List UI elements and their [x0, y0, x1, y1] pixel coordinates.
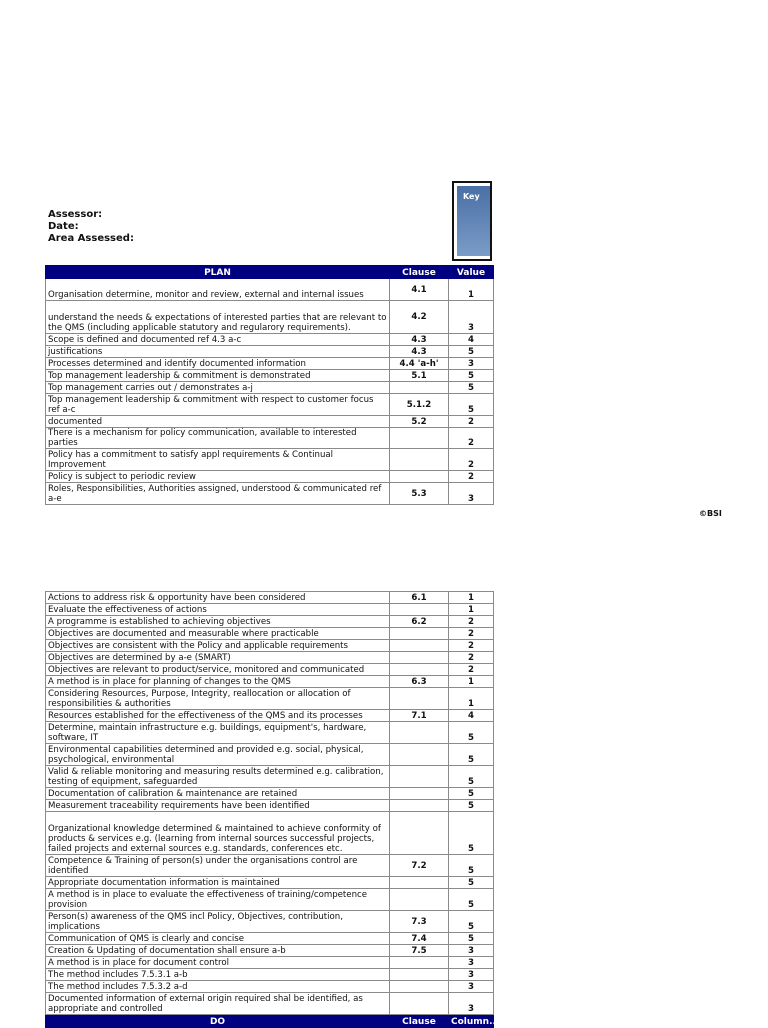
clause-cell: 5.1	[390, 370, 449, 382]
clause-cell: 4.2	[390, 301, 449, 334]
table-row	[46, 394, 494, 416]
table-row	[46, 616, 494, 628]
value-cell: 3	[449, 301, 494, 334]
clause-cell	[390, 993, 449, 1015]
value-cell: 5	[449, 812, 494, 855]
value-cell: 5	[449, 744, 494, 766]
requirement-cell: A method is in place for planning of changes to the QMS	[46, 676, 390, 688]
value-cell: 2	[449, 449, 494, 471]
table-row	[46, 788, 494, 800]
requirement-cell: Considering Resources, Purpose, Integrity, reallocation or allocation of responsibilities & authorities	[46, 688, 390, 710]
requirement-cell: Processes determined and identify documented information	[46, 358, 390, 370]
table-row	[46, 855, 494, 877]
clause-cell: 5.1.2	[390, 394, 449, 416]
plan-header-row	[46, 266, 494, 279]
table-row	[46, 969, 494, 981]
value-cell: 2	[449, 664, 494, 676]
clause-cell: 6.3	[390, 676, 449, 688]
table-row	[46, 812, 494, 855]
plan-header: PLAN	[46, 266, 390, 279]
clause-cell	[390, 744, 449, 766]
clause-cell	[390, 604, 449, 616]
assessor-label: Assessor:	[48, 209, 103, 220]
requirement-cell: Scope is defined and documented ref 4.3 a-c	[46, 334, 390, 346]
table-row	[46, 370, 494, 382]
clause-cell	[390, 788, 449, 800]
value-cell: 1	[449, 592, 494, 604]
do-header: DO	[46, 1015, 390, 1028]
value-cell: 5	[449, 933, 494, 945]
table-row	[46, 676, 494, 688]
value-cell: 3	[449, 993, 494, 1015]
clause-cell	[390, 812, 449, 855]
value-cell: 2	[449, 416, 494, 428]
value-cell: 5	[449, 722, 494, 744]
table-row	[46, 933, 494, 945]
value-cell: 3	[449, 957, 494, 969]
clause-cell	[390, 877, 449, 889]
clause-cell	[390, 889, 449, 911]
requirement-cell: The method includes 7.5.3.1 a-b	[46, 969, 390, 981]
requirement-cell: Actions to address risk & opportunity have been considered	[46, 592, 390, 604]
value-cell: 3	[449, 945, 494, 957]
value-cell: 1	[449, 688, 494, 710]
table-row	[46, 483, 494, 505]
value-cell: 5	[449, 382, 494, 394]
value-cell: 5	[449, 911, 494, 933]
table-row	[46, 800, 494, 812]
clause-cell	[390, 664, 449, 676]
table-row	[46, 766, 494, 788]
table-row	[46, 688, 494, 710]
requirement-cell: Competence & Training of person(s) under the organisations control are identified	[46, 855, 390, 877]
requirement-cell: Appropriate documentation information is maintained	[46, 877, 390, 889]
clause-header: Clause	[390, 1015, 449, 1028]
clause-cell: 4.1	[390, 279, 449, 301]
table-row	[46, 652, 494, 664]
clause-cell	[390, 449, 449, 471]
value-cell: 2	[449, 640, 494, 652]
value-cell: 3	[449, 358, 494, 370]
clause-cell	[390, 471, 449, 483]
requirement-cell: Organizational knowledge determined & maintained to achieve conformity of products & services e.g. (learning from internal sources successful projects, failed projects and external sources e.g. standards, conferences etc.	[46, 812, 390, 855]
table-row	[46, 722, 494, 744]
requirement-cell: Creation & Updating of documentation shall ensure a-b	[46, 945, 390, 957]
value-cell: 5	[449, 788, 494, 800]
requirement-cell: Roles, Responsibilities, Authorities assigned, understood & communicated ref a-e	[46, 483, 390, 505]
clause-cell: 7.1	[390, 710, 449, 722]
clause-cell	[390, 428, 449, 449]
table-row	[46, 877, 494, 889]
table-row	[46, 279, 494, 301]
table-row	[46, 911, 494, 933]
clause-cell: 5.3	[390, 483, 449, 505]
clause-cell: 6.2	[390, 616, 449, 628]
value-cell: 1	[449, 604, 494, 616]
requirement-cell: Objectives are relevant to product/service, monitored and communicated	[46, 664, 390, 676]
clause-cell: 6.1	[390, 592, 449, 604]
requirement-cell: Top management leadership & commitment is demonstrated	[46, 370, 390, 382]
requirement-cell: Policy has a commitment to satisfy appl requirements & Continual Improvement	[46, 449, 390, 471]
clause-header: Clause	[390, 266, 449, 279]
table-row	[46, 428, 494, 449]
requirement-cell: Objectives are documented and measurable where practicable	[46, 628, 390, 640]
plan-table	[45, 265, 494, 505]
requirement-cell: The method includes 7.5.3.2 a-d	[46, 981, 390, 993]
clause-cell: 7.3	[390, 911, 449, 933]
key-panel	[452, 181, 492, 261]
table-row	[46, 993, 494, 1015]
do-header-row	[46, 1015, 494, 1028]
value-cell: 1	[449, 279, 494, 301]
value-cell: 3	[449, 483, 494, 505]
value-cell: 4	[449, 710, 494, 722]
value-cell: 2	[449, 652, 494, 664]
table-row	[46, 957, 494, 969]
requirement-cell: Evaluate the effectiveness of actions	[46, 604, 390, 616]
requirement-cell: Documented information of external origin required shal be identified, as appropriate and controlled	[46, 993, 390, 1015]
value-cell: 5	[449, 855, 494, 877]
table-row	[46, 604, 494, 616]
requirement-cell: justifications	[46, 346, 390, 358]
clause-cell: 4.3	[390, 334, 449, 346]
requirement-cell: Top management leadership & commitment with respect to customer focus ref a-c	[46, 394, 390, 416]
clause-cell	[390, 969, 449, 981]
value-cell: 5	[449, 394, 494, 416]
value-cell: 5	[449, 889, 494, 911]
value-cell: 4	[449, 334, 494, 346]
clause-cell	[390, 382, 449, 394]
requirement-cell: Measurement traceability requirements have been identified	[46, 800, 390, 812]
clause-cell	[390, 652, 449, 664]
table-row	[46, 449, 494, 471]
date-label: Date:	[48, 221, 79, 232]
clause-cell: 5.2	[390, 416, 449, 428]
requirement-cell: understand the needs & expectations of interested parties that are relevant to the QMS (including applicable statutory and regularory requirements).	[46, 301, 390, 334]
value-cell: 5	[449, 877, 494, 889]
table-row	[46, 416, 494, 428]
requirement-cell: There is a mechanism for policy communication, available to interested parties	[46, 428, 390, 449]
requirement-cell: Communication of QMS is clearly and concise	[46, 933, 390, 945]
value-cell: 2	[449, 471, 494, 483]
value-cell: 3	[449, 981, 494, 993]
clause-cell	[390, 800, 449, 812]
clause-cell: 7.5	[390, 945, 449, 957]
table-row	[46, 358, 494, 370]
clause-cell	[390, 981, 449, 993]
requirement-cell: A method is in place for document control	[46, 957, 390, 969]
requirement-cell: Environmental capabilities determined and provided e.g. social, physical, psychological, environmental	[46, 744, 390, 766]
table-row	[46, 334, 494, 346]
table-row	[46, 981, 494, 993]
value-cell: 1	[449, 676, 494, 688]
value-cell: 2	[449, 616, 494, 628]
value-cell: 5	[449, 346, 494, 358]
table-row	[46, 301, 494, 334]
requirement-cell: Documentation of calibration & maintenance are retained	[46, 788, 390, 800]
key-swatch	[457, 186, 490, 256]
requirement-cell: Valid & reliable monitoring and measuring results determined e.g. calibration, testing of equipment, safeguarded	[46, 766, 390, 788]
table-row	[46, 710, 494, 722]
requirement-cell: Objectives are consistent with the Policy and applicable requirements	[46, 640, 390, 652]
table-row	[46, 664, 494, 676]
value-cell: 2	[449, 428, 494, 449]
requirement-cell: Resources established for the effectiveness of the QMS and its processes	[46, 710, 390, 722]
table-row	[46, 744, 494, 766]
table-row	[46, 628, 494, 640]
clause-cell	[390, 722, 449, 744]
requirement-cell: Objectives are determined by a-e (SMART)	[46, 652, 390, 664]
requirement-cell: Top management carries out / demonstrates a-j	[46, 382, 390, 394]
value-cell: 5	[449, 800, 494, 812]
bsi-logo: ©BSI	[699, 509, 722, 518]
requirement-cell: A programme is established to achieving objectives	[46, 616, 390, 628]
table-row	[46, 471, 494, 483]
value-cell: 2	[449, 628, 494, 640]
clause-cell	[390, 640, 449, 652]
key-label: Key	[463, 192, 480, 201]
value-cell: 5	[449, 370, 494, 382]
requirement-cell: Person(s) awareness of the QMS incl Policy, Objectives, contribution, implications	[46, 911, 390, 933]
table-row	[46, 346, 494, 358]
area-assessed-label: Area Assessed:	[48, 233, 134, 244]
table-row	[46, 945, 494, 957]
column-header: Column...	[449, 1015, 494, 1028]
clause-cell	[390, 766, 449, 788]
clause-cell: 4.3	[390, 346, 449, 358]
requirement-cell: documented	[46, 416, 390, 428]
clause-cell: 4.4 'a-h'	[390, 358, 449, 370]
value-header: Value	[449, 266, 494, 279]
clause-cell: 7.2	[390, 855, 449, 877]
requirement-cell: A method is in place to evaluate the effectiveness of training/competence provision	[46, 889, 390, 911]
table-row	[46, 382, 494, 394]
assessment-header	[48, 209, 134, 245]
clause-cell: 7.4	[390, 933, 449, 945]
clause-cell	[390, 628, 449, 640]
requirement-cell: Organisation determine, monitor and review, external and internal issues	[46, 279, 390, 301]
table-row	[46, 889, 494, 911]
table-row	[46, 640, 494, 652]
table-row	[46, 592, 494, 604]
value-cell: 3	[449, 969, 494, 981]
clause-cell	[390, 688, 449, 710]
do-table	[45, 591, 500, 1028]
requirement-cell: Determine, maintain infrastructure e.g. buildings, equipment's, hardware, software, IT	[46, 722, 390, 744]
value-cell: 5	[449, 766, 494, 788]
clause-cell	[390, 957, 449, 969]
requirement-cell: Policy is subject to periodic review	[46, 471, 390, 483]
